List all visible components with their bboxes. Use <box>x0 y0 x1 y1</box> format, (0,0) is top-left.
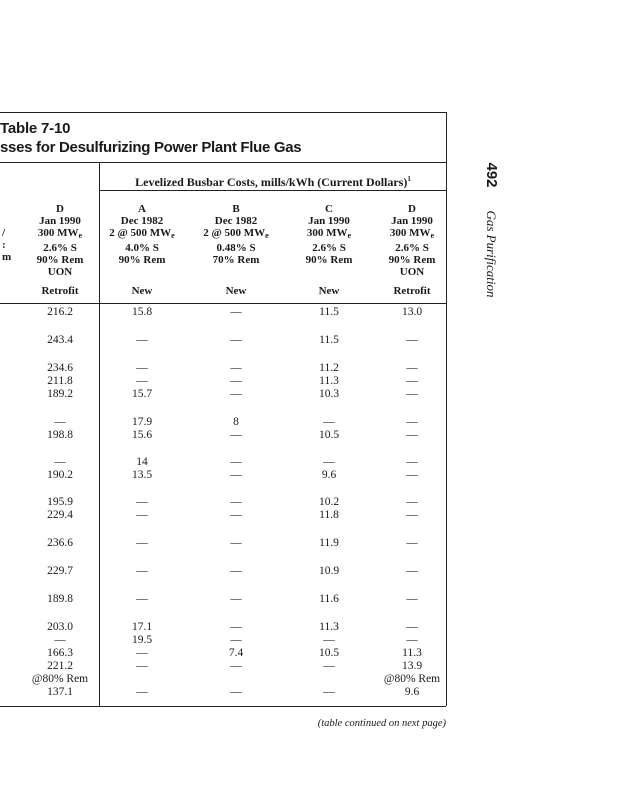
type-new-c: New <box>318 285 340 297</box>
table-cell: — <box>230 593 242 605</box>
table-cell: — <box>136 362 148 374</box>
table-cell: 203.0 <box>47 621 73 633</box>
table-cell: 11.3 <box>319 621 339 633</box>
table-cell: 236.6 <box>47 537 73 549</box>
table-cell: 10.5 <box>318 647 340 659</box>
table-cell: — <box>230 375 242 387</box>
table-cell: 10.3 <box>318 388 340 400</box>
table-cell: — <box>406 375 418 387</box>
table-cell: 9.6 <box>404 686 420 698</box>
column-header-a: A Dec 1982 2 @ 500 $MW_e$ 4.0% S 90% Rem <box>109 203 175 266</box>
table-cell: 15.8 <box>131 306 153 318</box>
table-cell: 11.8 <box>319 509 339 521</box>
table-cell: — <box>136 686 148 698</box>
table-cell: 190.2 <box>47 469 73 481</box>
table-cell: — <box>136 565 148 577</box>
table-cell: 198.8 <box>47 429 73 441</box>
table-cell: 189.8 <box>47 593 73 605</box>
table-cell: — <box>406 469 418 481</box>
table-cell: — <box>136 593 148 605</box>
continued-note: (table continued on next page) <box>317 718 446 729</box>
table-cell: — <box>54 416 66 428</box>
table-cell: 216.2 <box>47 306 73 318</box>
table-cell: — <box>406 593 418 605</box>
table-cell: 229.7 <box>47 565 73 577</box>
type-new-a: New <box>131 285 153 297</box>
table-cell: 8 <box>233 416 239 428</box>
header-bottom-rule <box>0 303 446 304</box>
table-cell: — <box>406 634 418 646</box>
table-cell: — <box>230 306 242 318</box>
table-cell: — <box>230 634 242 646</box>
table-cell: — <box>406 537 418 549</box>
table-cell: — <box>230 565 242 577</box>
table-cell: 189.2 <box>47 388 73 400</box>
column-header-c: C Jan 1990 300 $MW_e$ 2.6% S 90% Rem <box>305 203 353 266</box>
table-cell: — <box>230 469 242 481</box>
table-cell: 166.3 <box>47 647 73 659</box>
table-cell: 229.4 <box>47 509 73 521</box>
table-cell: — <box>136 496 148 508</box>
table-number: Table 7-10 <box>0 120 71 137</box>
table-cell: 9.6 <box>321 469 337 481</box>
table-cell: — <box>230 686 242 698</box>
table-cell: — <box>54 634 66 646</box>
table-cell: 11.3 <box>402 647 422 659</box>
column-header-b: B Dec 1982 2 @ 500 $MW_e$ 0.48% S 70% Rem <box>203 203 269 266</box>
type-retrofit-left: Retrofit <box>41 285 79 297</box>
table-cell: — <box>406 565 418 577</box>
table-cell: 11.2 <box>319 362 339 374</box>
table-cell: 11.5 <box>319 306 339 318</box>
table-cell: — <box>136 375 148 387</box>
table-cell: — <box>406 388 418 400</box>
table-bottom-rule <box>0 706 446 707</box>
table-cell: — <box>136 509 148 521</box>
table-cell: — <box>230 621 242 633</box>
table-cell: 14 <box>136 456 148 468</box>
table-cell: 211.8 <box>47 375 73 387</box>
table-cell: @80% Rem <box>383 673 441 685</box>
table-cell: 7.4 <box>228 647 244 659</box>
top-border <box>0 112 446 113</box>
table-cell: — <box>230 429 242 441</box>
table-cell: — <box>136 660 148 672</box>
table-cell: 11.3 <box>319 375 339 387</box>
table-title: sses for Desulfurizing Power Plant Flue Gas <box>0 139 302 156</box>
table-cell: 13.5 <box>131 469 153 481</box>
table-cell: — <box>406 621 418 633</box>
table-cell: 15.7 <box>131 388 153 400</box>
table-cell: — <box>406 429 418 441</box>
table-cell: — <box>230 509 242 521</box>
table-cell: 10.2 <box>318 496 340 508</box>
table-cell: 17.1 <box>131 621 153 633</box>
table-cell: — <box>230 334 242 346</box>
right-border <box>446 112 447 706</box>
column-header-d: D Jan 1990 300 $MW_e$ 2.6% S 90% Rem UON <box>388 203 436 278</box>
table-cell: — <box>230 496 242 508</box>
table-cell: — <box>406 456 418 468</box>
table-cell: — <box>406 334 418 346</box>
running-head: Gas Purification <box>484 210 499 298</box>
table-cell: — <box>54 456 66 468</box>
table-cell: 19.5 <box>131 634 153 646</box>
table-cell: — <box>323 686 335 698</box>
column-header-partial: / : m <box>2 227 12 263</box>
title-rule <box>0 162 446 163</box>
table-cell: 10.9 <box>318 565 340 577</box>
table-cell: 11.6 <box>319 593 339 605</box>
table-cell: — <box>136 647 148 659</box>
table-cell: 195.9 <box>47 496 73 508</box>
table-cell: 17.9 <box>131 416 153 428</box>
table-cell: 243.4 <box>47 334 73 346</box>
levelized-costs-header: Levelized Busbar Costs, mills/kWh (Current Dollars)$^1$ <box>135 175 411 189</box>
table-cell: — <box>230 362 242 374</box>
table-cell: — <box>136 537 148 549</box>
table-cell: 13.0 <box>401 306 423 318</box>
table-cell: 13.9 <box>401 660 423 672</box>
table-cell: — <box>323 634 335 646</box>
table-cell: 15.6 <box>131 429 153 441</box>
table-cell: @80% Rem <box>31 673 89 685</box>
table-cell: — <box>406 416 418 428</box>
table-cell: — <box>230 537 242 549</box>
table-cell: — <box>406 362 418 374</box>
table-cell: — <box>323 660 335 672</box>
type-new-b: New <box>225 285 247 297</box>
levelized-header-rule <box>100 190 446 191</box>
table-cell: — <box>230 660 242 672</box>
table-cell: 11.9 <box>319 537 339 549</box>
table-cell: — <box>406 509 418 521</box>
page-number: 492 <box>483 162 500 188</box>
column-header-left-d: D Jan 1990 300 $MW_e$ 2.6% S 90% Rem UON <box>36 203 84 278</box>
table-cell: — <box>230 388 242 400</box>
table-cell: — <box>136 334 148 346</box>
table-cell: — <box>406 496 418 508</box>
table-cell: — <box>323 456 335 468</box>
table-cell: 137.1 <box>47 686 73 698</box>
table-cell: 10.5 <box>318 429 340 441</box>
table-cell: 221.2 <box>47 660 73 672</box>
table-cell: 11.5 <box>319 334 339 346</box>
type-retrofit-d: Retrofit <box>393 285 431 297</box>
table-cell: 234.6 <box>47 362 73 374</box>
table-cell: — <box>230 456 242 468</box>
table-cell: — <box>323 416 335 428</box>
